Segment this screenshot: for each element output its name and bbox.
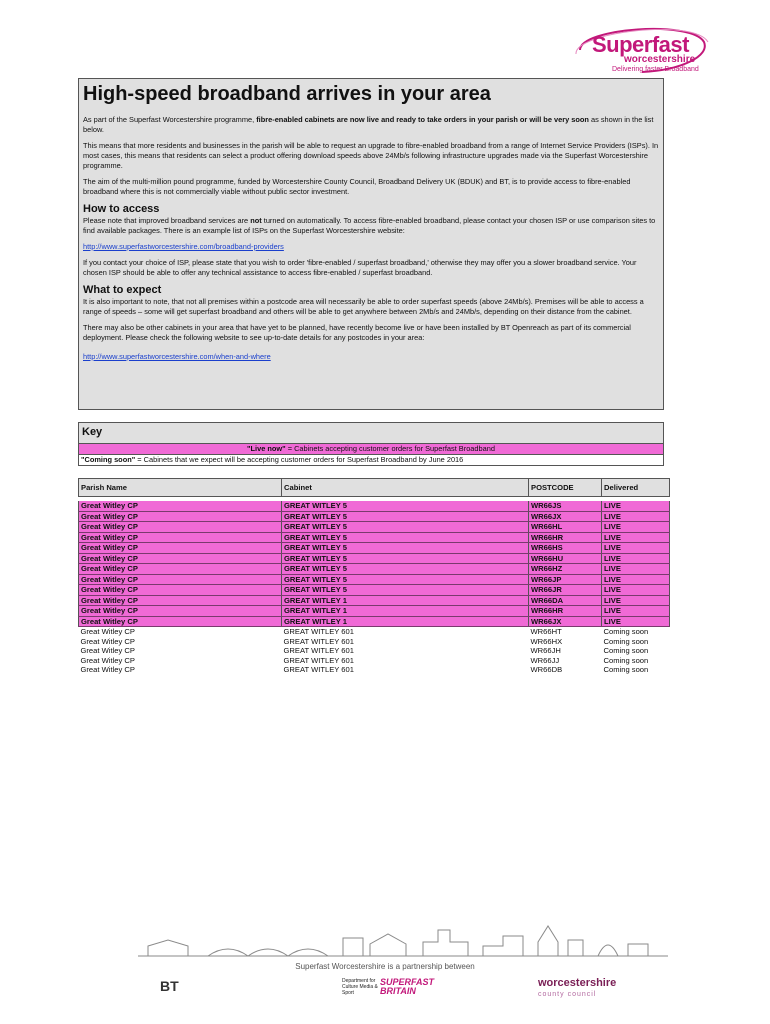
cell-postcode: WR66HR — [529, 606, 602, 617]
cell-postcode: WR66DB — [530, 665, 563, 674]
cell-delivered: LIVE — [602, 553, 670, 564]
link-paragraph-2 — [83, 352, 659, 362]
cell-parish: Great Witley CP — [79, 574, 282, 585]
cell-delivered: Coming soon — [603, 655, 649, 665]
cell-parish: Great Witley CP — [79, 616, 282, 627]
logo-tagline: Delivering faster Broadband — [612, 66, 699, 73]
cell-cabinet: GREAT WITLEY 601 — [283, 636, 354, 646]
bt-logo: BT — [160, 978, 179, 994]
cell-postcode: WR66JS — [529, 501, 602, 511]
cell-parish: Great Witley CP — [80, 646, 135, 655]
cell-postcode: WR66HS — [529, 543, 602, 554]
cell-cabinet: GREAT WITLEY 601 — [283, 627, 354, 636]
cell-postcode: WR66HT — [530, 627, 562, 636]
cell-cabinet: GREAT WITLEY 5 — [282, 553, 529, 564]
table-row — [79, 637, 670, 647]
logo-brand: Superfast — [592, 32, 689, 57]
table-row — [79, 646, 670, 656]
cell-delivered: LIVE — [602, 606, 670, 617]
cell-postcode: WR66HZ — [529, 564, 602, 575]
table-row — [79, 656, 670, 666]
cell-postcode: WR66JJ — [530, 655, 560, 665]
cell-delivered: LIVE — [602, 501, 670, 511]
header-parish: Parish Name — [79, 479, 282, 497]
key-box — [78, 422, 664, 466]
intro-paragraph-2: This means that more residents and businesses in the parish will be able to request an upgrade to fibre-enabled broadband from a range of Internet Service Providers (ISPs). In most cases, this means that residents can select a product offering download speeds above 24Mb/s following infrastructure upgrades made via the Superfast Worcestershire programme. — [83, 141, 659, 170]
sfb-line2: BRITAIN — [380, 986, 416, 996]
partnership-text: Superfast Worcestershire is a partnership between — [295, 962, 475, 971]
header-delivered: Delivered — [602, 479, 670, 497]
cell-postcode: WR66JX — [529, 511, 602, 522]
cell-parish: Great Witley CP — [79, 595, 282, 606]
cell-postcode: WR66HU — [529, 553, 602, 564]
cell-delivered: LIVE — [602, 616, 670, 627]
intro-paragraph-5: If you contact your choice of ISP, please state that you wish to order 'fibre-enabled / superfast broadband,' otherwise they may offer you a slower broadband service. Your chosen ISP should be able to offer any technical assistance to access fibre-enabled / superfast broadband. — [83, 258, 637, 277]
cell-delivered: LIVE — [602, 564, 670, 575]
table-row — [79, 532, 670, 543]
key-live-row — [78, 443, 664, 455]
cell-cabinet: GREAT WITLEY 5 — [282, 585, 529, 596]
cell-postcode: WR66HL — [529, 522, 602, 533]
p1-pre: As part of the Superfast Worcestershire programme, — [83, 115, 257, 124]
sfb-line1: SUPERFAST — [380, 977, 435, 987]
header-cabinet: Cabinet — [282, 479, 529, 497]
table-row — [79, 543, 670, 554]
p1-bold: fibre-enabled cabinets are now live and ready to take orders in your parish or will be very soon — [256, 115, 589, 124]
cell-parish: Great Witley CP — [79, 606, 282, 617]
cell-parish: Great Witley CP — [79, 532, 282, 543]
table-row — [79, 585, 670, 596]
table-row — [79, 522, 670, 533]
cell-delivered: LIVE — [602, 511, 670, 522]
intro-paragraph-3: The aim of the multi-million pound programme, funded by Worcestershire County Council, Broadband Delivery UK (BDUK) and BT, is to provide access to fibre-enabled broadband where this is not commercially viable without public sector investment. — [83, 177, 631, 196]
cell-cabinet: GREAT WITLEY 5 — [282, 532, 529, 543]
cell-parish: Great Witley CP — [80, 665, 135, 674]
table-row — [79, 616, 670, 627]
wcc-sub: county council — [538, 991, 597, 998]
p4-pre: Please note that improved broadband services are — [83, 216, 251, 225]
cell-delivered: LIVE — [602, 522, 670, 533]
cell-postcode: WR66DA — [529, 595, 602, 606]
intro-panel — [78, 78, 664, 410]
dcms-logo: Department for Culture Media & Sport — [342, 978, 378, 996]
header-postcode: POSTCODE — [529, 479, 602, 497]
intro-paragraph-1 — [83, 115, 659, 135]
logo-sub: worcestershire — [624, 54, 696, 65]
when-and-where-link[interactable]: http://www.superfastworcestershire.com/when-and-where — [83, 352, 271, 361]
cell-parish: Great Witley CP — [79, 522, 282, 533]
cell-parish: Great Witley CP — [79, 564, 282, 575]
county-skyline-icon — [138, 920, 668, 960]
p1-post: as shown in the list below. — [83, 115, 654, 134]
table-body — [79, 497, 670, 675]
cell-cabinet: GREAT WITLEY 5 — [282, 501, 529, 511]
key-soon-text: = Cabinets that we expect will be accepting customer orders for Superfast Broadband by June 2016 — [135, 455, 464, 464]
cell-cabinet: GREAT WITLEY 1 — [282, 595, 529, 606]
cell-parish: Great Witley CP — [79, 511, 282, 522]
cell-parish: Great Witley CP — [80, 627, 135, 636]
cell-parish: Great Witley CP — [79, 501, 282, 511]
intro-paragraph-4 — [83, 216, 659, 236]
worcestershire-cc-logo — [538, 978, 616, 1000]
table-row — [79, 595, 670, 606]
cell-delivered: Coming soon — [603, 646, 649, 655]
cell-parish: Great Witley CP — [80, 655, 135, 665]
p4-bold: not — [250, 216, 262, 225]
heading-what-to-expect: What to expect — [83, 284, 162, 296]
wcc-name: worcestershire — [538, 977, 617, 989]
cell-cabinet: GREAT WITLEY 601 — [283, 655, 354, 665]
table-row — [79, 501, 670, 511]
cell-postcode: WR66HR — [529, 532, 602, 543]
key-live-label: "Live now" — [247, 444, 286, 453]
key-live-text: = Cabinets accepting customer orders for Superfast Broadband — [285, 444, 495, 453]
cell-parish: Great Witley CP — [79, 553, 282, 564]
table-row — [79, 665, 670, 675]
cell-delivered: LIVE — [602, 595, 670, 606]
cell-postcode: WR66JH — [530, 646, 561, 655]
cell-delivered: LIVE — [602, 585, 670, 596]
table-header-row — [79, 479, 670, 497]
cell-cabinet: GREAT WITLEY 5 — [282, 564, 529, 575]
cell-delivered: Coming soon — [603, 665, 649, 674]
table-row — [79, 553, 670, 564]
cell-cabinet: GREAT WITLEY 5 — [282, 522, 529, 533]
cabinet-table — [78, 478, 670, 675]
key-title: Key — [78, 422, 664, 443]
cell-cabinet: GREAT WITLEY 5 — [282, 543, 529, 554]
cell-cabinet: GREAT WITLEY 1 — [282, 616, 529, 627]
cell-parish: Great Witley CP — [79, 543, 282, 554]
broadband-providers-link[interactable]: http://www.superfastworcestershire.com/broadband-providers — [83, 242, 284, 251]
cell-cabinet: GREAT WITLEY 1 — [282, 606, 529, 617]
cell-cabinet: GREAT WITLEY 601 — [283, 646, 354, 655]
cell-postcode: WR66HX — [530, 636, 563, 646]
cell-parish: Great Witley CP — [79, 585, 282, 596]
cell-cabinet: GREAT WITLEY 5 — [282, 511, 529, 522]
link-paragraph-1 — [83, 242, 659, 252]
cell-cabinet: GREAT WITLEY 5 — [282, 574, 529, 585]
superfast-britain-logo — [380, 978, 434, 996]
p4-post: turned on automatically. To access fibre-enabled broadband, please contact your chosen ISP or use comparison sites to find available packages. There is an example list of ISPs on the Superfast Worcestershire website: — [83, 216, 656, 235]
key-soon-label: "Coming soon" — [81, 455, 136, 464]
cell-cabinet: GREAT WITLEY 601 — [283, 665, 354, 674]
cell-delivered: LIVE — [602, 532, 670, 543]
table-row — [79, 574, 670, 585]
superfast-logo — [578, 24, 708, 80]
table-row — [79, 564, 670, 575]
table-row — [79, 606, 670, 617]
cell-delivered: Coming soon — [603, 636, 649, 646]
cell-delivered: LIVE — [602, 543, 670, 554]
cell-postcode: WR66JP — [529, 574, 602, 585]
page-title: High-speed broadband arrives in your area — [83, 83, 491, 105]
intro-paragraph-7: There may also be other cabinets in your area that have yet to be planned, have recently become live or have been installed by BT Openreach as part of its commercial deployment. Please check the following website to see up-to-date details for any postcodes in your area: — [83, 323, 631, 342]
table-row — [79, 511, 670, 522]
cell-postcode: WR66JX — [529, 616, 602, 627]
key-soon-row — [78, 455, 664, 466]
intro-paragraph-6: It is also important to note, that not all premises within a postcode area will necessarily be able to order superfast speeds (above 24Mb/s). Premises will be able to access a range of speeds – some will get superfast broadband and others will be able to get anywhere between 2Mb/s and 24Mb/s, depending on their distance from the cabinet. — [83, 297, 644, 316]
table-row — [79, 627, 670, 637]
cell-postcode: WR66JR — [529, 585, 602, 596]
heading-how-to-access: How to access — [83, 203, 160, 215]
cell-delivered: LIVE — [602, 574, 670, 585]
cell-parish: Great Witley CP — [80, 636, 135, 646]
cell-delivered: Coming soon — [603, 627, 649, 636]
